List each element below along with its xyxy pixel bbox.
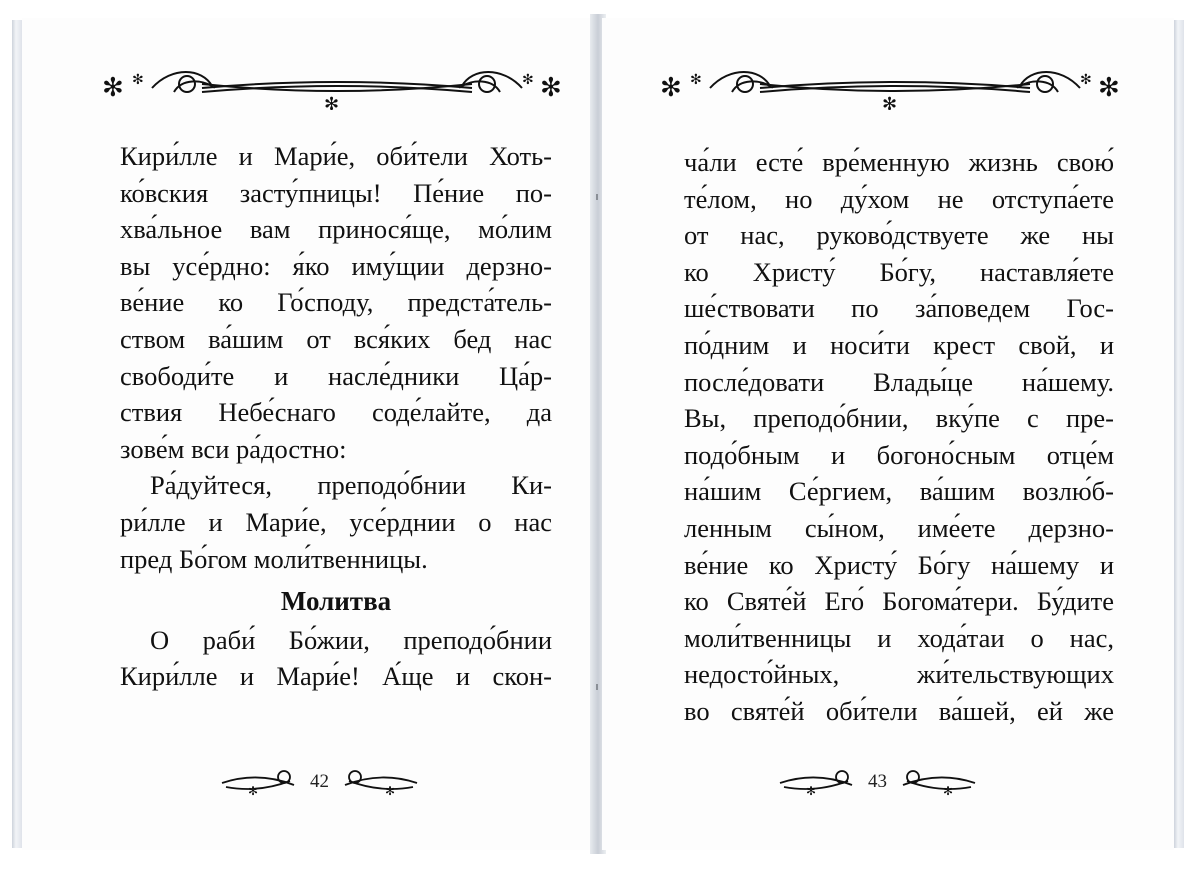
top-ornament-right — [650, 58, 1140, 110]
text-line: хва́льное вам принося́ще, мо́лим — [120, 214, 552, 245]
text-line: ко Христу́ Бо́гу, наставля́ете — [684, 256, 1114, 287]
top-ornament-left — [92, 58, 582, 110]
text-line: Кири́лле и Мари́е! А́ще и скон- — [120, 661, 552, 692]
text-line: Кири́лле и Мари́е, оби́тели Хоть- — [120, 141, 552, 171]
left-page — [22, 18, 595, 850]
text-line: ством ва́шим от вся́ких бед нас — [120, 323, 552, 354]
text-line: Вы, преподо́бнии, вку́пе с пре- — [684, 403, 1114, 434]
text-line: ствия Небе́снаго соде́лайте, да — [120, 397, 552, 428]
text-line: ше́ствовати по за́поведем Гос- — [684, 293, 1114, 324]
svg-text:✻: ✻ — [102, 73, 124, 103]
staple — [596, 684, 598, 690]
text-line: моли́твенницы и хода́таи о нас, — [684, 622, 1114, 653]
page-number: 42 — [310, 771, 329, 792]
text-line: Ра́дуйтеся, преподо́бнии Ки- — [150, 470, 552, 501]
text-line: О раби́ Бо́жии, преподо́бнии — [150, 624, 552, 655]
text-line: ко́вския засту́пницы! Пе́ние по- — [120, 177, 552, 208]
svg-text:✻: ✻ — [248, 784, 259, 797]
svg-text:✻: ✻ — [540, 73, 562, 103]
footer-ornament-left-b — [341, 763, 421, 797]
svg-text:✻: ✻ — [660, 73, 682, 103]
right-footer — [776, 758, 979, 802]
right-page — [602, 18, 1174, 850]
text-line: ве́ние ко Го́споду, предста́тель- — [120, 287, 552, 318]
left-page-text — [120, 138, 552, 695]
text-line: ве́ние ко Христу́ Бо́гу на́шему и — [684, 549, 1114, 580]
text-line: подо́бным и богоно́сным отце́м — [684, 439, 1114, 470]
svg-text:✻: ✻ — [324, 94, 340, 110]
text-line: недосто́йных, жи́тельствующих — [684, 659, 1114, 690]
left-footer — [218, 758, 421, 802]
svg-text:✻: ✻ — [132, 72, 144, 88]
open-booklet — [12, 14, 1184, 854]
text-line: пред Бо́гом моли́твенницы. — [120, 543, 428, 574]
footer-ornament-right-a — [776, 763, 856, 797]
section-heading: Молитва — [280, 586, 392, 617]
right-page-text — [684, 144, 1114, 730]
svg-text:✻: ✻ — [943, 784, 954, 797]
text-line: ри́лле и Мари́е, усе́рднии о нас — [120, 506, 552, 537]
text-line: вы усе́рдно: я́ко иму́щии дерзно- — [120, 250, 552, 281]
page-number: 43 — [868, 771, 887, 792]
svg-text:✻: ✻ — [690, 72, 702, 88]
text-line: на́шим Се́ргием, ва́шим возлю́б- — [684, 476, 1114, 507]
footer-ornament-left-a — [218, 763, 298, 797]
svg-text:✻: ✻ — [522, 72, 534, 88]
text-line: ко Святе́й Его́ Богома́тери. Бу́дите — [684, 586, 1114, 617]
text-line: ленным сы́ном, име́ете дерзно- — [684, 512, 1114, 543]
text-line: по́дним и носи́ти крест свой, и — [684, 329, 1114, 360]
svg-text:✻: ✻ — [1080, 72, 1092, 88]
text-line: те́лом, но ду́хом не отступа́ете — [684, 183, 1114, 214]
left-page-edge — [12, 20, 22, 848]
text-line: после́довати Влады́це на́шему. — [684, 366, 1114, 397]
svg-text:✻: ✻ — [882, 94, 898, 110]
text-line: зове́м вси ра́достно: — [120, 433, 347, 464]
svg-text:✻: ✻ — [385, 784, 396, 797]
text-line: во святе́й оби́тели ва́шей, ей же — [684, 695, 1114, 726]
text-line: от нас, руково́дствуете же ны — [684, 220, 1114, 251]
svg-text:✻: ✻ — [1098, 73, 1120, 103]
text-line: свободи́те и насле́дники Ца́р- — [120, 360, 552, 391]
right-page-edge — [1174, 20, 1184, 848]
svg-text:✻: ✻ — [806, 784, 817, 797]
text-line: ча́ли есте́ вре́менную жизнь свою́ — [684, 147, 1114, 177]
footer-ornament-right-b — [899, 763, 979, 797]
staple — [596, 194, 598, 200]
